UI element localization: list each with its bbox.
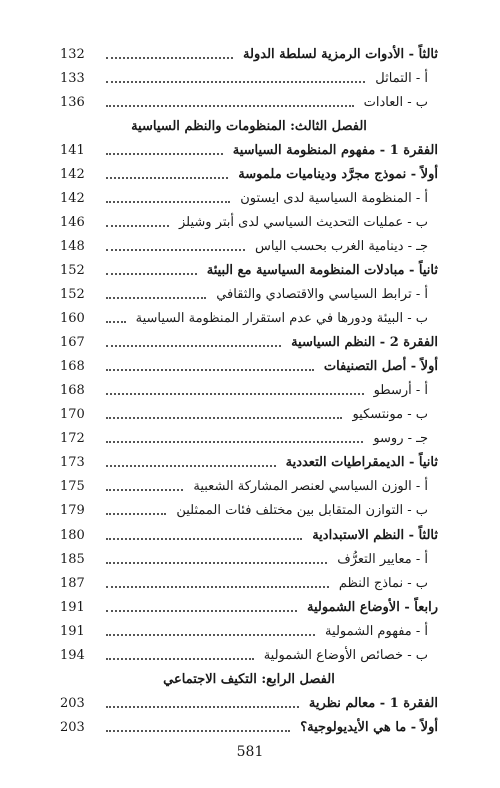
- toc-entry-page: 142: [60, 190, 85, 206]
- toc-entry-title: جـ - روسو: [369, 431, 438, 446]
- toc-entry-title: جـ - دينامية الغرب بحسب الياس: [251, 239, 438, 254]
- dot-leader: [106, 537, 302, 540]
- toc-entry[interactable]: [60, 331, 438, 355]
- toc-entry[interactable]: [60, 162, 438, 186]
- toc-entry-page: 172: [60, 431, 85, 447]
- dot-leader: [106, 80, 365, 83]
- toc-entry-page: 191: [60, 599, 85, 615]
- toc-entry-page: 187: [60, 575, 85, 591]
- toc-entry[interactable]: [60, 138, 438, 162]
- dot-leader: [106, 344, 281, 347]
- dot-leader: [106, 488, 183, 491]
- toc-entry-title: الفقرة 1 - معالم نظرية: [305, 696, 438, 711]
- toc-entry-page: 146: [60, 214, 85, 230]
- toc-entry-title: ب - البيئة ودورها في عدم استقرار المنظومة السياسية: [132, 311, 438, 326]
- dot-leader: [106, 152, 223, 155]
- dot-leader: [106, 368, 314, 371]
- toc-entry[interactable]: [60, 523, 438, 547]
- toc-entry-page: 175: [60, 479, 85, 495]
- toc-entry[interactable]: [60, 258, 438, 282]
- dot-leader: [106, 440, 363, 443]
- dot-leader: [106, 248, 245, 251]
- toc-entry-title: الفقرة 2 - النظم السياسية: [287, 335, 438, 350]
- dot-leader: [106, 609, 297, 612]
- toc-entry[interactable]: [60, 691, 438, 715]
- dot-leader: [106, 705, 299, 708]
- toc-entry[interactable]: [60, 475, 438, 499]
- toc-entry-page: 152: [60, 262, 85, 278]
- toc-entry-title: ثالثاً - الأدوات الرمزية لسلطة الدولة: [239, 47, 438, 62]
- toc-entry[interactable]: [60, 90, 438, 114]
- dot-leader: [106, 56, 233, 59]
- toc-entry-page: 148: [60, 238, 85, 254]
- toc-entry-page: 173: [60, 455, 85, 471]
- dot-leader: [106, 392, 364, 395]
- toc-entry[interactable]: [60, 379, 438, 403]
- toc-entry[interactable]: [60, 715, 438, 739]
- toc-entry-page: 152: [60, 287, 85, 302]
- toc-entry[interactable]: [60, 451, 438, 475]
- chapter-heading: الفصل الرابع: التكيف الاجتماعي: [163, 671, 335, 687]
- toc-entry[interactable]: [60, 355, 438, 379]
- toc-entry[interactable]: [60, 595, 438, 619]
- toc-entry-title: ب - مونتسكيو: [348, 407, 438, 422]
- dot-leader: [106, 585, 329, 588]
- toc-entry-page: 136: [60, 94, 85, 110]
- toc-entry-title: أ - مفهوم الشمولية: [321, 624, 438, 639]
- toc-entry-title: أ - معايير التعرُّف: [333, 552, 438, 567]
- toc-entry-page: 180: [60, 527, 85, 543]
- dot-leader: [106, 200, 230, 203]
- dot-leader: [106, 224, 169, 227]
- toc-entry-title: الفقرة 1 - مفهوم المنظومة السياسية: [229, 143, 438, 158]
- toc-entry-title: رابعاً - الأوضاع الشمولية: [303, 600, 438, 615]
- toc-entry-page: 203: [60, 719, 85, 735]
- toc-entry-page: 179: [60, 503, 85, 519]
- toc-entry-title: أ - المنظومة السياسية لدى ايستون: [236, 191, 438, 206]
- toc-entry[interactable]: [60, 66, 438, 90]
- page-number: 581: [236, 744, 264, 760]
- toc-entry-title: ب - التوازن المتقابل بين مختلف فئات الممثلين: [172, 503, 438, 518]
- toc-entry-title: ثانياً - مبادلات المنظومة السياسية مع البيئة: [203, 263, 438, 278]
- toc-entry-page: 132: [60, 46, 85, 62]
- toc-entry-page: 160: [60, 311, 85, 327]
- chapter-heading: الفصل الثالث: المنظومات والنظم السياسية: [131, 118, 367, 134]
- dot-leader: [106, 657, 254, 660]
- toc-entry-title: ب - خصائص الأوضاع الشمولية: [260, 648, 438, 663]
- toc-entry-title: أولاً - أصل التصنيفات: [320, 359, 438, 374]
- dot-leader: [106, 633, 315, 636]
- toc-entry-page: 191: [60, 623, 85, 639]
- toc-entry-page: 168: [60, 383, 85, 399]
- toc-entry[interactable]: [60, 547, 438, 571]
- dot-leader: [106, 512, 166, 515]
- dot-leader: [106, 320, 126, 323]
- toc-entry[interactable]: [60, 643, 438, 667]
- toc-entry-title: أولاً - نموذج مجرَّد وديناميات ملموسة: [234, 167, 438, 182]
- dot-leader: [106, 176, 228, 179]
- toc-entry-page: 142: [60, 166, 85, 182]
- toc-entry[interactable]: [60, 619, 438, 643]
- toc-entry[interactable]: [60, 186, 438, 210]
- toc-entry-page: 170: [60, 407, 85, 423]
- toc-entry-title: أ - أرسطو: [370, 383, 438, 398]
- toc-entry-title: ب - العادات: [360, 95, 438, 110]
- toc-entry-title: ثانياً - الديمقراطيات التعددية: [282, 455, 438, 470]
- toc-entry-title: أولاً - ما هي الأيديولوجية؟: [296, 720, 438, 735]
- toc-entry-title: أ - الوزن السياسي لعنصر المشاركة الشعبية: [189, 479, 438, 494]
- toc-entry[interactable]: [60, 307, 438, 331]
- toc-entry-title: ب - نماذج النظم: [335, 576, 438, 591]
- toc-entry-page: 167: [60, 335, 85, 351]
- toc-entry[interactable]: [60, 210, 438, 234]
- dot-leader: [106, 296, 206, 299]
- toc-entry-page: 185: [60, 551, 85, 567]
- toc-entry-page: 133: [60, 70, 85, 86]
- toc-entry-page: 141: [60, 142, 85, 158]
- dot-leader: [106, 104, 354, 107]
- toc-entry[interactable]: [60, 283, 438, 307]
- toc-entry[interactable]: [60, 403, 438, 427]
- toc-entry-page: 194: [60, 647, 85, 663]
- toc-entry-page: 168: [60, 359, 85, 375]
- dot-leader: [106, 272, 197, 275]
- toc-entry-title: ب - عمليات التحديث السياسي لدى أبتر وشيلز: [175, 215, 438, 230]
- toc-entry[interactable]: [60, 234, 438, 258]
- toc-entry-title: أ - ترابط السياسي والاقتصادي والثقافي: [212, 287, 438, 302]
- dot-leader: [106, 561, 327, 564]
- dot-leader: [106, 464, 276, 467]
- toc-entry-title: أ - التماثل: [371, 71, 438, 86]
- toc-entry[interactable]: [60, 427, 438, 451]
- toc-entry[interactable]: [60, 571, 438, 595]
- toc-entry-page: 203: [60, 695, 85, 711]
- dot-leader: [106, 729, 290, 732]
- toc-entry[interactable]: [60, 42, 438, 66]
- dot-leader: [106, 416, 342, 419]
- toc-entry[interactable]: [60, 499, 438, 523]
- toc-entry-title: ثالثاً - النظم الاستبدادية: [308, 528, 438, 543]
